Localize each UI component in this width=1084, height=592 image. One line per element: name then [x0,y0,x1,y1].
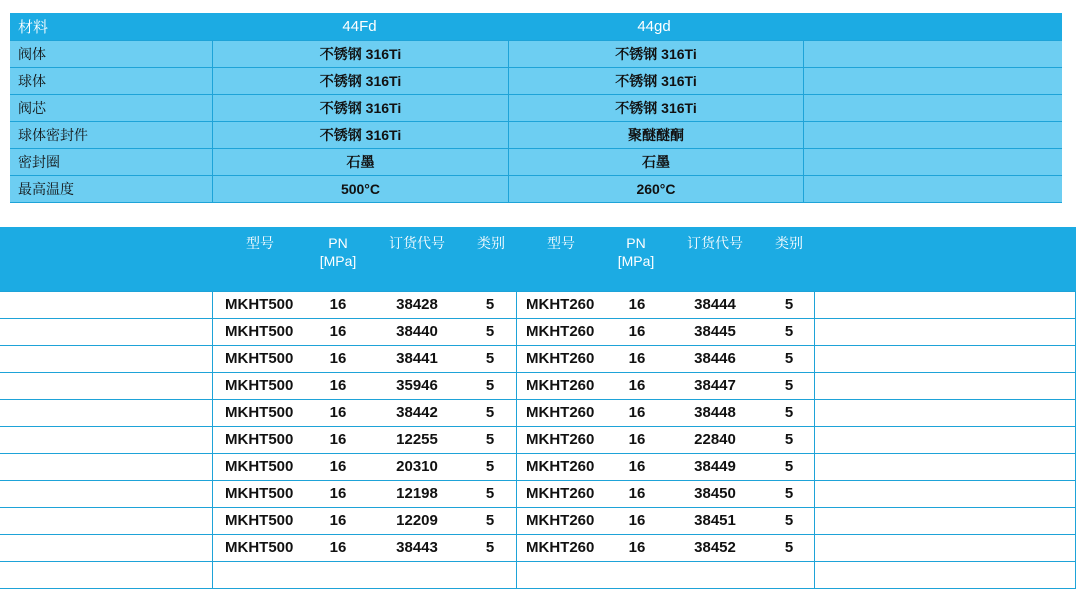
order-code: 38428 [396,296,438,313]
order-model: MKHT500 [225,377,294,394]
order-model: MKHT260 [526,512,595,529]
materials-row-44fd: 不锈钢 316Ti [212,95,508,121]
materials-row-44fd: 不锈钢 316Ti [212,122,508,148]
order-model: MKHT260 [526,431,595,448]
materials-row [10,67,1062,94]
order-category: 5 [485,512,495,529]
order-model: MKHT260 [526,539,595,556]
table-row [0,453,1076,480]
order-category: 5 [784,539,794,556]
order-pn: 16 [628,350,646,367]
table-row [0,507,1076,534]
order-category: 5 [784,512,794,529]
materials-row-label: 最高温度 [18,181,74,197]
order-model: MKHT260 [526,296,595,313]
materials-row-44gd: 聚醚醚酮 [508,122,803,148]
order-model: MKHT260 [526,377,595,394]
order-category: 5 [485,377,495,394]
header-model-2: 型号 [547,235,575,251]
order-pn: 16 [329,404,347,421]
order-code: 38442 [396,404,438,421]
header-pn-1 [313,234,363,270]
order-table [0,227,1076,589]
table-row [0,399,1076,426]
materials-row [10,121,1062,148]
materials-row-empty [803,68,1062,94]
materials-row-44fd: 500°C [212,176,508,202]
order-model: MKHT500 [225,485,294,502]
order-category: 5 [485,350,495,367]
order-category: 5 [784,296,794,313]
order-model: MKHT260 [526,350,595,367]
order-model: MKHT500 [225,296,294,313]
order-pn: 16 [329,458,347,475]
order-code: 12209 [396,512,438,529]
order-pn: 16 [628,431,646,448]
column-divider [814,292,815,588]
order-pn: 16 [628,512,646,529]
order-category: 5 [485,458,495,475]
header-pn-1-line2: [MPa] [319,253,357,269]
order-code: 38448 [694,404,736,421]
order-code: 38452 [694,539,736,556]
order-category: 5 [784,431,794,448]
order-category: 5 [485,431,495,448]
column-divider [212,292,213,588]
order-category: 5 [485,539,495,556]
order-code: 35946 [396,377,438,394]
order-pn: 16 [628,404,646,421]
order-code: 38443 [396,539,438,556]
order-category: 5 [485,323,495,340]
materials-row [10,94,1062,121]
order-category: 5 [784,458,794,475]
order-code: 38450 [694,485,736,502]
header-category-1: 类别 [477,235,505,251]
header-pn-1-line1: PN [328,235,348,251]
order-code: 38445 [694,323,736,340]
materials-header-row [10,13,1062,40]
materials-row [10,40,1062,67]
order-model: MKHT500 [225,431,294,448]
order-code: 38446 [694,350,736,367]
order-model: MKHT500 [225,404,294,421]
order-category: 5 [784,323,794,340]
materials-row-empty [803,41,1062,67]
order-model: MKHT260 [526,404,595,421]
order-category: 5 [784,404,794,421]
order-pn: 16 [329,296,347,313]
table-row [0,291,1076,318]
order-code: 38449 [694,458,736,475]
order-code: 38444 [694,296,736,313]
column-divider [516,292,517,588]
order-body [0,291,1076,561]
table-row [0,480,1076,507]
order-code: 38447 [694,377,736,394]
order-model: MKHT500 [225,512,294,529]
table-row [0,534,1076,561]
table-row [0,372,1076,399]
order-model: MKHT260 [526,323,595,340]
header-model-1: 型号 [246,235,274,251]
materials-row-44fd: 不锈钢 316Ti [212,41,508,67]
order-pn: 16 [329,485,347,502]
order-category: 5 [485,404,495,421]
order-pn: 16 [628,539,646,556]
materials-row-empty [803,122,1062,148]
order-category: 5 [485,296,495,313]
materials-row [10,148,1062,175]
order-category: 5 [784,485,794,502]
order-model: MKHT500 [225,458,294,475]
materials-row-44gd: 260°C [508,176,803,202]
order-category: 5 [485,485,495,502]
order-code: 12255 [396,431,438,448]
order-pn: 16 [628,485,646,502]
materials-row-44gd: 不锈钢 316Ti [508,41,803,67]
header-pn-2-line1: PN [626,235,646,251]
materials-row-44fd: 石墨 [212,149,508,175]
header-order-code-2: 订货代号 [687,235,743,251]
order-model: MKHT260 [526,485,595,502]
order-category: 5 [784,377,794,394]
materials-row-44fd: 不锈钢 316Ti [212,68,508,94]
order-code: 38451 [694,512,736,529]
header-pn-2 [611,234,661,270]
order-model: MKHT500 [225,539,294,556]
order-code: 38440 [396,323,438,340]
order-pn: 16 [628,377,646,394]
order-pn: 16 [628,323,646,340]
header-order-code-1: 订货代号 [389,235,445,251]
order-category: 5 [784,350,794,367]
materials-row-empty [803,176,1062,202]
materials-row-44gd: 石墨 [508,149,803,175]
materials-row-44gd: 不锈钢 316Ti [508,68,803,94]
table-row [0,426,1076,453]
order-pn: 16 [628,296,646,313]
table-row [0,345,1076,372]
materials-row [10,175,1062,203]
materials-header-label: 材料 [18,19,49,36]
materials-header-44gd: 44gd [637,18,671,35]
materials-row-label: 阀体 [18,46,46,62]
materials-header-empty [801,13,1062,40]
order-pn: 16 [329,539,347,556]
materials-table [10,13,1062,203]
order-model: MKHT260 [526,458,595,475]
materials-row-empty [803,95,1062,121]
column-divider [1075,292,1076,588]
materials-row-44gd: 不锈钢 316Ti [508,95,803,121]
table-row [0,318,1076,345]
materials-header-44fd: 44Fd [342,18,377,35]
order-code: 38441 [396,350,438,367]
materials-body [10,40,1062,203]
header-pn-2-line2: [MPa] [617,253,655,269]
materials-row-label: 密封圈 [18,154,60,170]
order-pn: 16 [329,377,347,394]
order-code: 22840 [694,431,736,448]
materials-row-empty [803,149,1062,175]
materials-row-label: 球体 [18,73,46,89]
order-header [0,227,1076,291]
order-model: MKHT500 [225,350,294,367]
header-category-2: 类别 [775,235,803,251]
order-pn: 16 [329,323,347,340]
order-pn: 16 [329,431,347,448]
order-code: 20310 [396,458,438,475]
materials-row-label: 球体密封件 [18,127,88,143]
order-pn: 16 [329,512,347,529]
table-row-empty [0,561,1076,589]
order-pn: 16 [329,350,347,367]
order-code: 12198 [396,485,438,502]
materials-row-label: 阀芯 [18,100,46,116]
order-model: MKHT500 [225,323,294,340]
order-pn: 16 [628,458,646,475]
